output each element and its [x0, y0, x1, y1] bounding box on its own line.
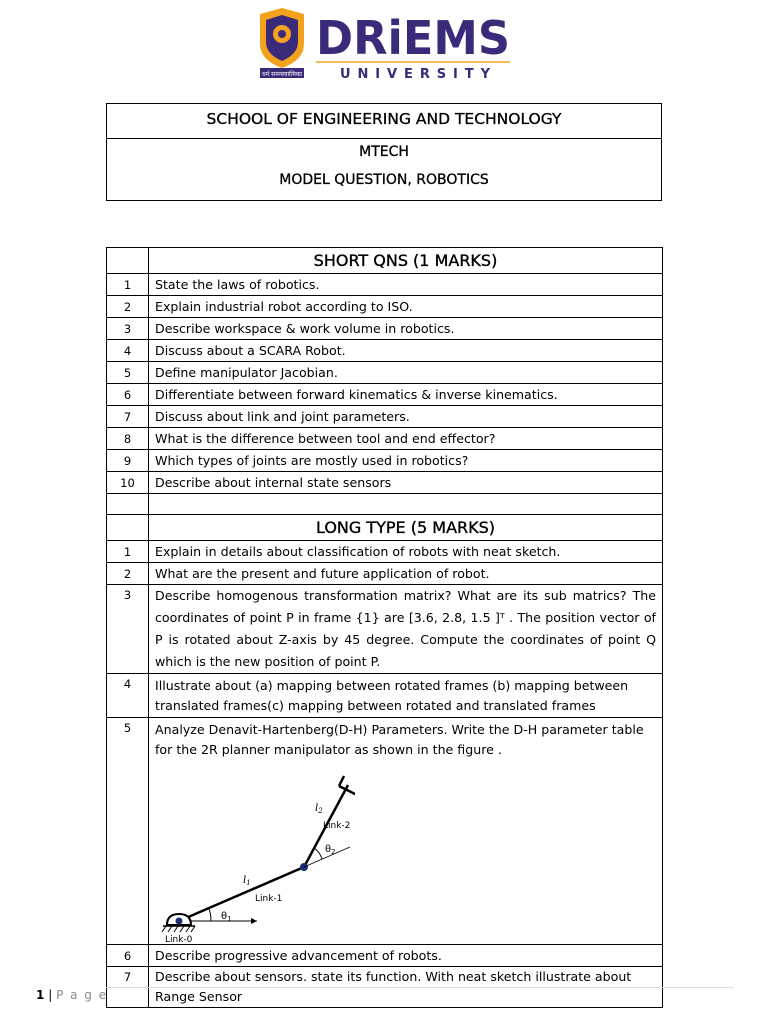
theta1-subscript: 1: [227, 915, 232, 923]
table-row: [107, 362, 663, 384]
section-header-long: [107, 515, 663, 541]
question-number: 8: [107, 428, 149, 450]
svg-text:l2: [315, 803, 323, 815]
question-text: Analyze Denavit-Hartenberg(D-H) Parameters. Write the D-H parameter table for the 2R planner manipulator as shown in the figure .: [155, 722, 644, 757]
emblem-icon: [260, 8, 304, 78]
table-row: [107, 406, 663, 428]
table-row: [107, 541, 663, 563]
question-text: Illustrate about (a) mapping between rotated frames (b) mapping between translated frames(c) mapping between rotated and translated frames: [149, 674, 663, 718]
table-row: [107, 945, 663, 967]
question-number: 5: [107, 718, 149, 945]
svg-text:θ1: [221, 911, 232, 923]
table-row: [107, 340, 663, 362]
question-number: 5: [107, 362, 149, 384]
question-text: Describe about internal state sensors: [149, 472, 663, 494]
long-section-title: LONG TYPE (5 MARKS): [149, 515, 663, 541]
question-text: Which types of joints are mostly used in robotics?: [149, 450, 663, 472]
l2-symbol: l: [315, 803, 319, 814]
blank-row: [107, 494, 663, 515]
question-text: Differentiate between forward kinematics & inverse kinematics.: [149, 384, 663, 406]
exam-title: MODEL QUESTION, ROBOTICS: [279, 172, 489, 188]
question-number: 7: [107, 967, 149, 1008]
page-footer: [36, 988, 108, 1002]
question-text: State the laws of robotics.: [149, 274, 663, 296]
question-text: What are the present and future application of robot.: [149, 563, 663, 585]
theta2-subscript: 2: [331, 848, 336, 856]
question-text: Describe homogenous transformation matrix? What are its sub matrics? The coordinates of point P in frame {1} are [3.6, 2.8, 1.5 ]ᵀ . The position vector of P is rotated about Z-axis by 45 degree. Compute the coordinates of point Q which is the new position of point P.: [149, 585, 663, 674]
question-text: Describe about sensors. state its function. With neat sketch illustrate about Range Sensor: [149, 967, 663, 1008]
question-text: Discuss about link and joint parameters.: [149, 406, 663, 428]
table-row: [107, 585, 663, 674]
question-number: 1: [107, 274, 149, 296]
table-row: [107, 428, 663, 450]
page-label: P a g e: [56, 988, 108, 1002]
logo-brand: DRiEMS: [316, 11, 510, 65]
question-text: Describe workspace & work volume in robotics.: [149, 318, 663, 340]
footer-divider: [106, 987, 734, 988]
footer-separator: |: [48, 988, 53, 1002]
question-text: Define manipulator Jacobian.: [149, 362, 663, 384]
question-number: 4: [107, 340, 149, 362]
section-header-short: [107, 248, 663, 274]
question-number: 10: [107, 472, 149, 494]
link1-label: Link-1: [255, 894, 283, 904]
table-row: [107, 674, 663, 718]
svg-text:θ2: [325, 844, 336, 856]
question-number: 3: [107, 318, 149, 340]
page-number: 1: [36, 988, 45, 1002]
program-name: MTECH: [359, 144, 409, 160]
logo-motto: धर्म समन्वयात्मिका: [262, 71, 302, 78]
l2-subscript: 2: [318, 807, 323, 815]
question-number: 2: [107, 296, 149, 318]
manipulator-figure: [155, 768, 355, 944]
l1-symbol: l: [243, 875, 247, 886]
question-number: 1: [107, 541, 149, 563]
svg-text:l1: [243, 875, 251, 887]
school-name: SCHOOL OF ENGINEERING AND TECHNOLOGY: [107, 104, 661, 139]
table-row: [107, 450, 663, 472]
table-row: [107, 274, 663, 296]
table-row: [107, 563, 663, 585]
question-text: Explain industrial robot according to ISO.: [149, 296, 663, 318]
question-number: 6: [107, 945, 149, 967]
question-number: 2: [107, 563, 149, 585]
table-row: [107, 472, 663, 494]
question-number: 9: [107, 450, 149, 472]
table-row: [107, 318, 663, 340]
table-row: [107, 296, 663, 318]
link2-label: Link-2: [323, 821, 351, 831]
question-number: 4: [107, 674, 149, 718]
question-text: Describe progressive advancement of robots.: [149, 945, 663, 967]
theta1-symbol: θ: [221, 911, 228, 922]
question-number: 7: [107, 406, 149, 428]
question-text: What is the difference between tool and end effector?: [149, 428, 663, 450]
table-row: [107, 384, 663, 406]
question-text: Discuss about a SCARA Robot.: [149, 340, 663, 362]
questions-table: [106, 247, 663, 1008]
university-logo: [256, 6, 516, 82]
question-text: Explain in details about classification of robots with neat sketch.: [149, 541, 663, 563]
header-box: [106, 103, 662, 201]
table-row: [107, 718, 663, 945]
question-number: 6: [107, 384, 149, 406]
short-section-title: SHORT QNS (1 MARKS): [149, 248, 663, 274]
l1-subscript: 1: [246, 879, 251, 887]
logo-subtitle: UNIVERSITY: [340, 67, 490, 82]
theta2-symbol: θ: [325, 844, 332, 855]
question-number: 3: [107, 585, 149, 674]
link0-label: Link-0: [165, 935, 193, 944]
